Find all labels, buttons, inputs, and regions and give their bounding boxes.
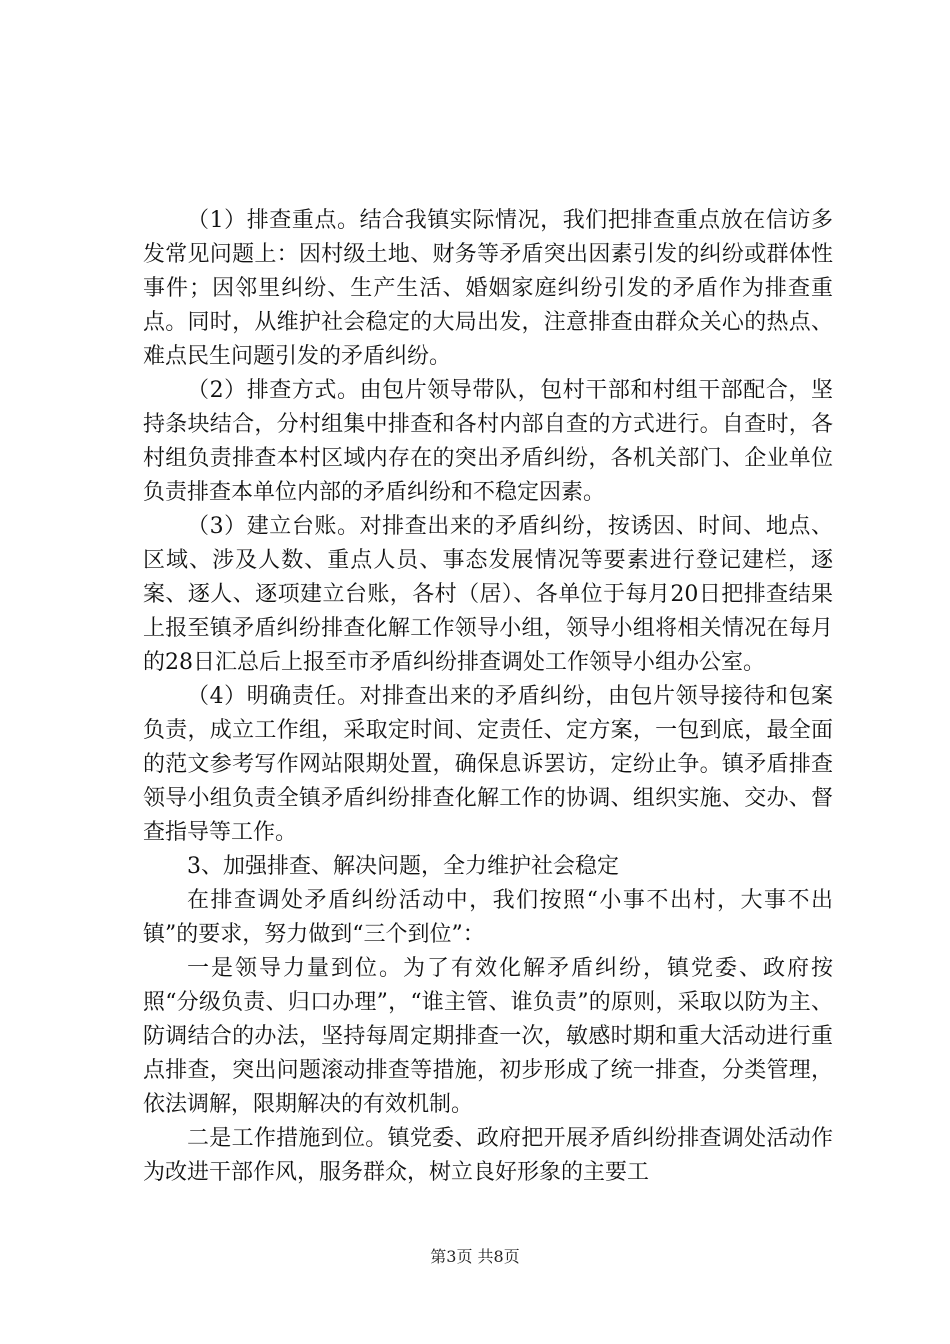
paragraph-investigation-focus: （1）排查重点。结合我镇实际情况，我们把排查重点放在信访多发常见问题上：因村级土地、财务等矛盾突出因素引发的纠纷或群体性事件；因邻里纠纷、生产生活、婚姻家庭纠纷引发的矛盾作为排查重点。同时，从维护社会稳定的大局出发，注意排查由群众关心的热点、难点民生问题引发的矛盾纠纷。 xyxy=(143,208,833,369)
paragraph-investigation-method: （2）排查方式。由包片领导带队，包村干部和村组干部配合，坚持条块结合，分村组集中排查和各村内部自查的方式进行。自查时，各村组负责排查本村区域内存在的突出矛盾纠纷，各机关部门、企业单位负责排查本单位内部的矛盾纠纷和不稳定因素。 xyxy=(143,378,833,505)
paragraph-leadership: 一是领导力量到位。为了有效化解矛盾纠纷，镇党委、政府按照“分级负责、归口办理”，“谁主管、谁负责”的原则，采取以防为主、防调结合的办法，坚持每周定期排查一次，敏感时期和重大活动进行重点排查，突出问题滚动排查等措施，初步形成了统一排查，分类管理，依法调解，限期解决的有效机制。 xyxy=(143,956,833,1117)
document-body xyxy=(143,204,833,1190)
paragraph-work-measures: 二是工作措施到位。镇党委、政府把开展矛盾纠纷排查调处活动作为改进干部作风，服务群众，树立良好形象的主要工 xyxy=(143,1126,833,1185)
paragraph-ledger: （3）建立台账。对排查出来的矛盾纠纷，按诱因、时间、地点、区域、涉及人数、重点人员、事态发展情况等要素进行登记建栏，逐案、逐人、逐项建立台账，各村（居）、各单位于每月20日把排查结果上报至镇矛盾纠纷排查化解工作领导小组，领导小组将相关情况在每月的28日汇总后上报至市矛盾纠纷排查调处工作领导小组办公室。 xyxy=(143,514,833,675)
page-number-footer: 第3页 共8页 xyxy=(430,1247,520,1266)
paragraph-three-in-place: 在排查调处矛盾纠纷活动中，我们按照“小事不出村，大事不出镇”的要求，努力做到“三个到位”： xyxy=(143,888,833,947)
paragraph-responsibility: （4）明确责任。对排查出来的矛盾纠纷，由包片领导接待和包案负责，成立工作组，采取定时间、定责任、定方案，一包到底，最全面的范文参考写作网站限期处置，确保息诉罢访，定纷止争。镇矛盾排查领导小组负责全镇矛盾纠纷排查化解工作的协调、组织实施、交办、督查指导等工作。 xyxy=(143,684,833,845)
section-heading: 3、加强排查、解决问题，全力维护社会稳定 xyxy=(187,854,619,879)
